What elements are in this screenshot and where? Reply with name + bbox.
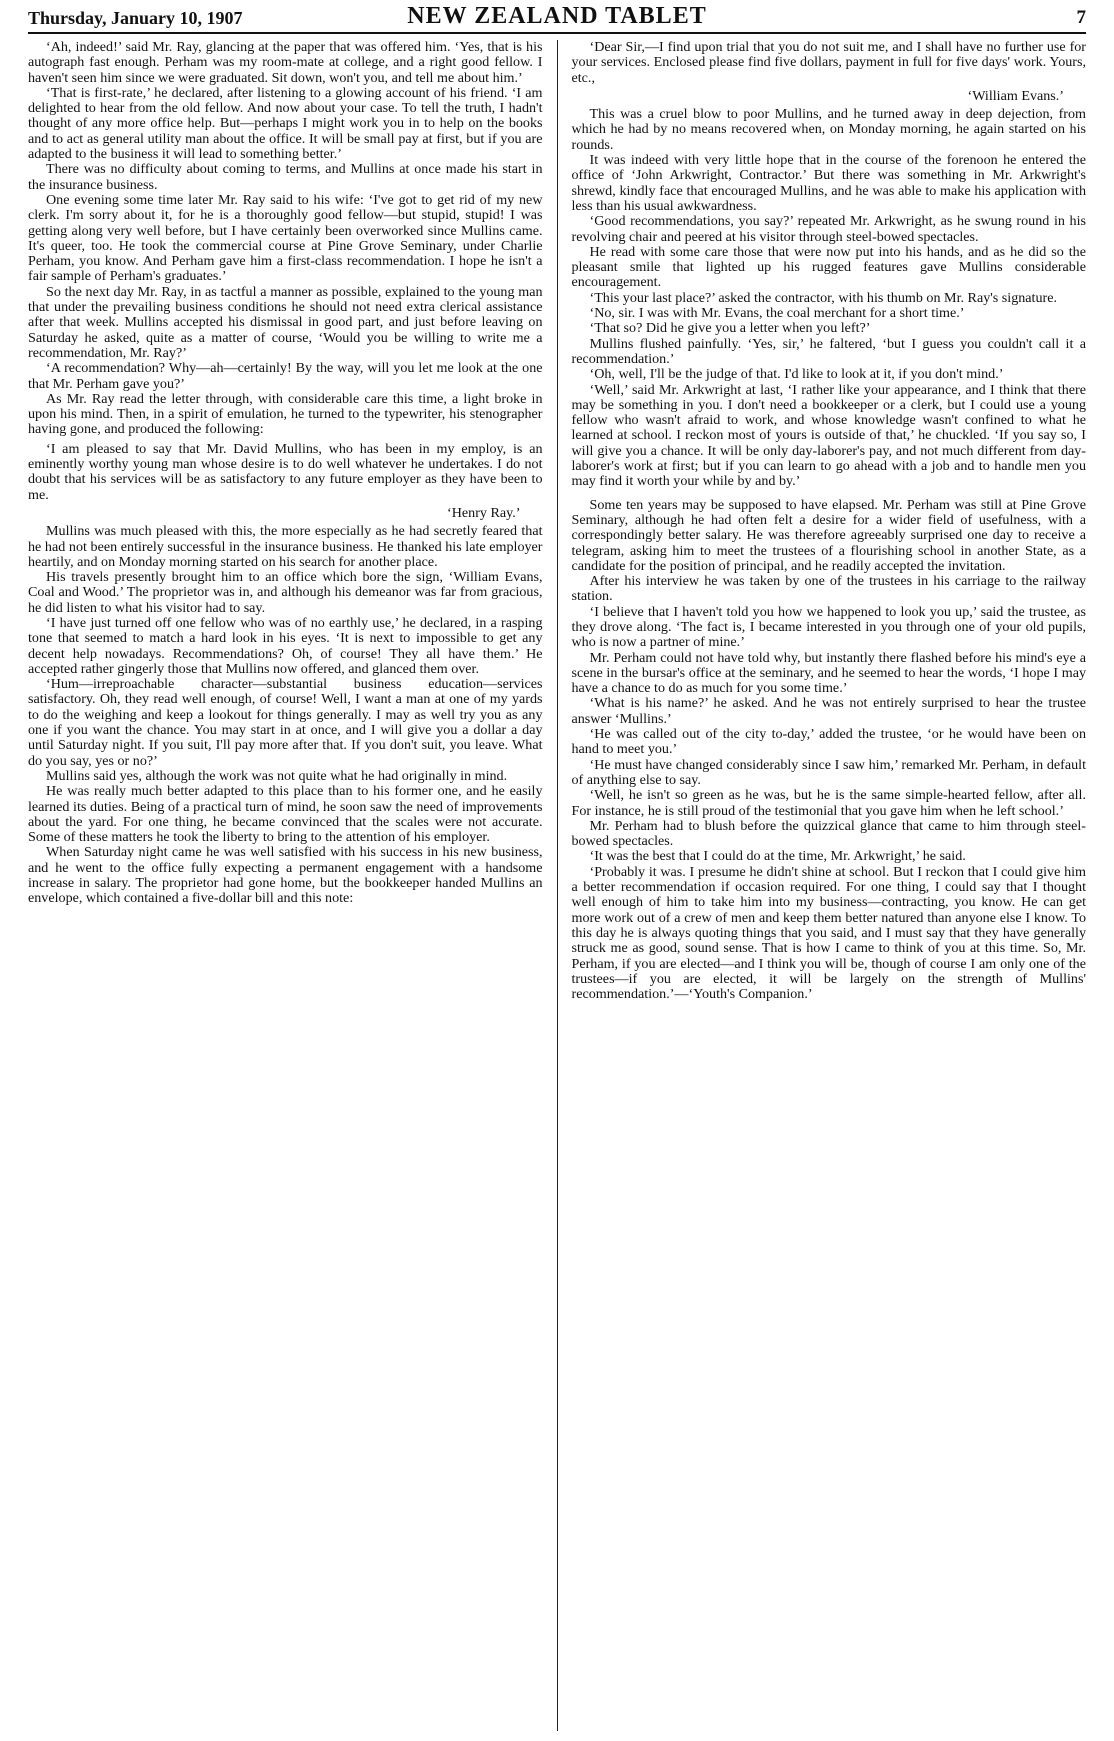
paragraph: He was really much better adapted to this place than to his former one, and he easily learned its duties. Being of a practical turn of mind, he soon saw the need of improvements about the yard. For one thing, he became convinced that the scales were not accurate. Some of these matters he took the liberty to bring to the attention of his employer. <box>28 783 543 846</box>
paragraph: Mullins flushed painfully. ‘Yes, sir,’ he faltered, ‘but I guess you couldn't call it a recommendation.’ <box>571 335 1086 367</box>
evans-dismissal-letter: ‘Dear Sir,—I find upon trial that you do not suit me, and I shall have no further use for your services. Enclosed please find five dollars, payment in full for five days' work. Yours, etc., <box>571 40 1086 86</box>
paragraph: ‘No, sir. I was with Mr. Evans, the coal merchant for a short time.’ <box>589 305 965 322</box>
paragraph: ‘Ah, indeed!’ said Mr. Ray, glancing at the paper that was offered him. ‘Yes, that is his autograph fast enough. Perham was my room-mate at college, and a right good fellow. I haven't seen him since we were graduated. Sit down, won't you, and tell me about him.’ <box>28 40 543 86</box>
ray-signature: ‘Henry Ray.’ <box>447 504 521 521</box>
paragraph: ‘Probably it was. I presume he didn't shine at school. But I reckon that I could give him a better recommendation if occasion required. For one thing, I could say that I thought well enough of him to take him into my business—contracting, you know. He can get more work out of a crew of men and keep them better natured than anyone else I know. To this day he is always quoting things that you said, and I must say that they have generally struck me as good, sound sense. That is how I came to think of you at this time. So, Mr. Perham, if you are elected—and I think you will be, though of course I am only one of the trustees—if you are elected, it will be largely on the strength of Mullins' recommendation.’—‘Youth's Companion.’ <box>571 863 1086 1003</box>
paragraph: Some ten years may be supposed to have elapsed. Mr. Perham was still at Pine Grove Seminary, although he had often felt a desire for a wider field of usefulness, with a correspondingly better salary. He was therefore agreeably surprised one day to receive a telegram, asking him to meet the trustees of a flourishing school in another State, as a candidate for the position of principal, and he readily accepted the invitation. <box>571 496 1086 574</box>
ray-recommendation-letter: ‘I am pleased to say that Mr. David Mullins, who has been in my employ, is an eminently worthy young man whose desire is to do well whatever he undertakes. I do not doubt that his services will be as satisfactory to any future employer as they have been to me. <box>28 440 543 503</box>
paragraph: ‘He must have changed considerably since I saw him,’ remarked Mr. Perham, in default of anything else to say. <box>571 756 1086 788</box>
left-column <box>28 40 557 1731</box>
paragraph: ‘Hum—irreproachable character—substantial business education—services satisfactory. Oh, they read well enough, of course! Well, I want a man at one of my yards to do the weighing and keep a lookout for things generally. I may as well try you as any one if you want the chance. You may start in at once, and I will give you a dollar a day until Saturday night. If you suit, I'll pay more after that. If you don't suit, you leave. What do you say, yes or no?’ <box>28 676 543 769</box>
evans-signature: ‘William Evans.’ <box>967 87 1064 104</box>
paragraph: ‘Oh, well, I'll be the judge of that. I'd like to look at it, if you don't mind.’ <box>589 366 1004 383</box>
paragraph: ‘Well, he isn't so green as he was, but he is the same simple-hearted fellow, after all. For instance, he is still proud of the testimonial that you gave him when he left school.’ <box>571 787 1086 819</box>
paragraph: ‘What is his name?’ he asked. And he was not entirely surprised to hear the trustee answer ‘Mullins.’ <box>571 695 1086 727</box>
paragraph: So the next day Mr. Ray, in as tactful a manner as possible, explained to the young man that under the prevailing business conditions he should not need extra clerical assistance after that week. Mullins accepted his dismissal in good part, and just before leaving on Saturday he asked, quite as a matter of course, ‘Would you be willing to write me a recommendation, Mr. Ray?’ <box>28 283 543 361</box>
paragraph: He read with some care those that were now put into his hands, and as he did so the pleasant smile that lighted up his rugged features gave Mullins considerable encouragement. <box>571 243 1086 291</box>
paragraph: His travels presently brought him to an office which bore the sign, ‘William Evans, Coal and Wood.’ The proprietor was in, and although his demeanor was far from gracious, he did listen to what his visitor had to say. <box>28 569 543 616</box>
paragraph: After his interview he was taken by one of the trustees in his carriage to the railway station. <box>571 573 1086 605</box>
publication-title: NEW ZEALAND TABLET <box>407 3 707 29</box>
paragraph: ‘It was the best that I could do at the time, Mr. Arkwright,’ he said. <box>589 848 966 865</box>
paragraph: It was indeed with very little hope that in the course of the forenoon he entered the office of ‘John Arkwright, Contractor.’ But there was something in Mr. Arkwright's shrewd, kindly face that encouraged Mullins, and he was able to make his application with less than his usual awkwardness. <box>571 152 1086 214</box>
paragraph: ‘I believe that I haven't told you how we happened to look you up,’ said the trustee, as they drove along. ‘The fact is, I became interested in you through one of your old pupils, who is now a partner of mine.’ <box>571 603 1086 651</box>
paragraph: This was a cruel blow to poor Mullins, and he turned away in deep dejection, from which he had by no means recovered when, on Monday morning, he again started on his rounds. <box>571 106 1086 153</box>
paragraph: ‘That so? Did he give you a letter when you left?’ <box>589 320 871 337</box>
paragraph: Mullins said yes, although the work was not quite what he had originally in mind. <box>46 767 508 784</box>
paragraph: ‘Well,’ said Mr. Arkwright at last, ‘I rather like your appearance, and I think that there may be something in you. I don't need a bookkeeper or a clerk, but I could use a young fellow who wasn't afraid to work, and whose knowledge wasn't confined to what he learned at school. I reckon most of yours is outside of that,’ he chuckled. ‘If you say so, I will give you a chance. It will be only day-laborer's pay, and not much different from day-laborer's work at first; but if you can learn to go ahead with a job and to handle men you may find it worth your while by and by.’ <box>571 381 1086 490</box>
paragraph: Mullins was much pleased with this, the more especially as he had secretly feared that he had not been entirely successful in the insurance business. He thanked his late employer heartily, and on Monday morning started on his search for another place. <box>28 523 543 570</box>
paragraph: Mr. Perham had to blush before the quizzical glance that came to him through steel-bowed spectacles. <box>571 817 1086 850</box>
paragraph: One evening some time later Mr. Ray said to his wife: ‘I've got to get rid of my new clerk. I'm sorry about it, for he is a thoroughly good fellow—but stupid, stupid! I was getting along very well before, but I have certainly been overworked since Mullins came. It's queer, too. He took the commercial course at Pine Grove Seminary, under Charlie Perham, you know. And Perham gave him a first-class recommendation. I hope he isn't a fair sample of Perham's graduates.’ <box>28 191 543 285</box>
paragraph: ‘Good recommendations, you say?’ repeated Mr. Arkwright, as he swung round in his revolving chair and peered at his visitor through steel-bowed spectacles. <box>571 213 1086 245</box>
issue-date: Thursday, January 10, 1907 <box>28 8 243 28</box>
paragraph: There was no difficulty about coming to terms, and Mullins at once made his start in the insurance business. <box>28 161 543 193</box>
paragraph: ‘A recommendation? Why—ah—certainly! By the way, will you let me look at the one that Mr. Perham gave you?’ <box>28 360 543 392</box>
paragraph: Mr. Perham could not have told why, but instantly there flashed before his mind's eye a scene in the bursar's office at the seminary, and he seemed to hear the words, ‘I hope I may have a chance to do as much for you some time.’ <box>571 649 1086 697</box>
paragraph: ‘That is first-rate,’ he declared, after listening to a glowing account of his friend. ‘I am delighted to hear from the old fellow. And now about your case. To tell the truth, I hadn't thought of any more office help. But—perhaps I might work you in to help on the books and to act as general utility man about the office. It will be small pay at first, but if you are adapted to the business it will lead to something better.’ <box>28 84 543 163</box>
paragraph: ‘This your last place?’ asked the contractor, with his thumb on Mr. Ray's signature. <box>589 289 1057 306</box>
right-column <box>557 40 1087 1731</box>
article-columns <box>28 40 1086 1731</box>
paragraph: When Saturday night came he was well satisfied with his success in his new business, and he went to the office fully expecting a permanent engagement with a handsome increase in salary. The proprietor had gone home, but the bookkeeper handed Mullins an envelope, which contained a five-dollar bill and this note: <box>28 844 543 907</box>
paragraph: ‘He was called out of the city to-day,’ added the trustee, ‘or he would have been on hand to meet you.’ <box>571 726 1086 758</box>
paragraph: As Mr. Ray read the letter through, with considerable care this time, a light broke in upon his mind. Then, in a spirit of emulation, he turned to the typewriter, his stenographer having gone, and produced the following: <box>28 390 543 438</box>
page-number: 7 <box>1076 7 1086 28</box>
masthead <box>28 2 1086 34</box>
paragraph: ‘I have just turned off one fellow who was of no earthly use,’ he declared, in a rasping tone that seemed to match a hard look in his eyes. ‘It is next to impossible to get any decent help nowadays. Recommendations? Oh, of course! They all have them.’ He accepted rather gingerly those that Mullins now offered, and glanced them over. <box>28 614 543 677</box>
